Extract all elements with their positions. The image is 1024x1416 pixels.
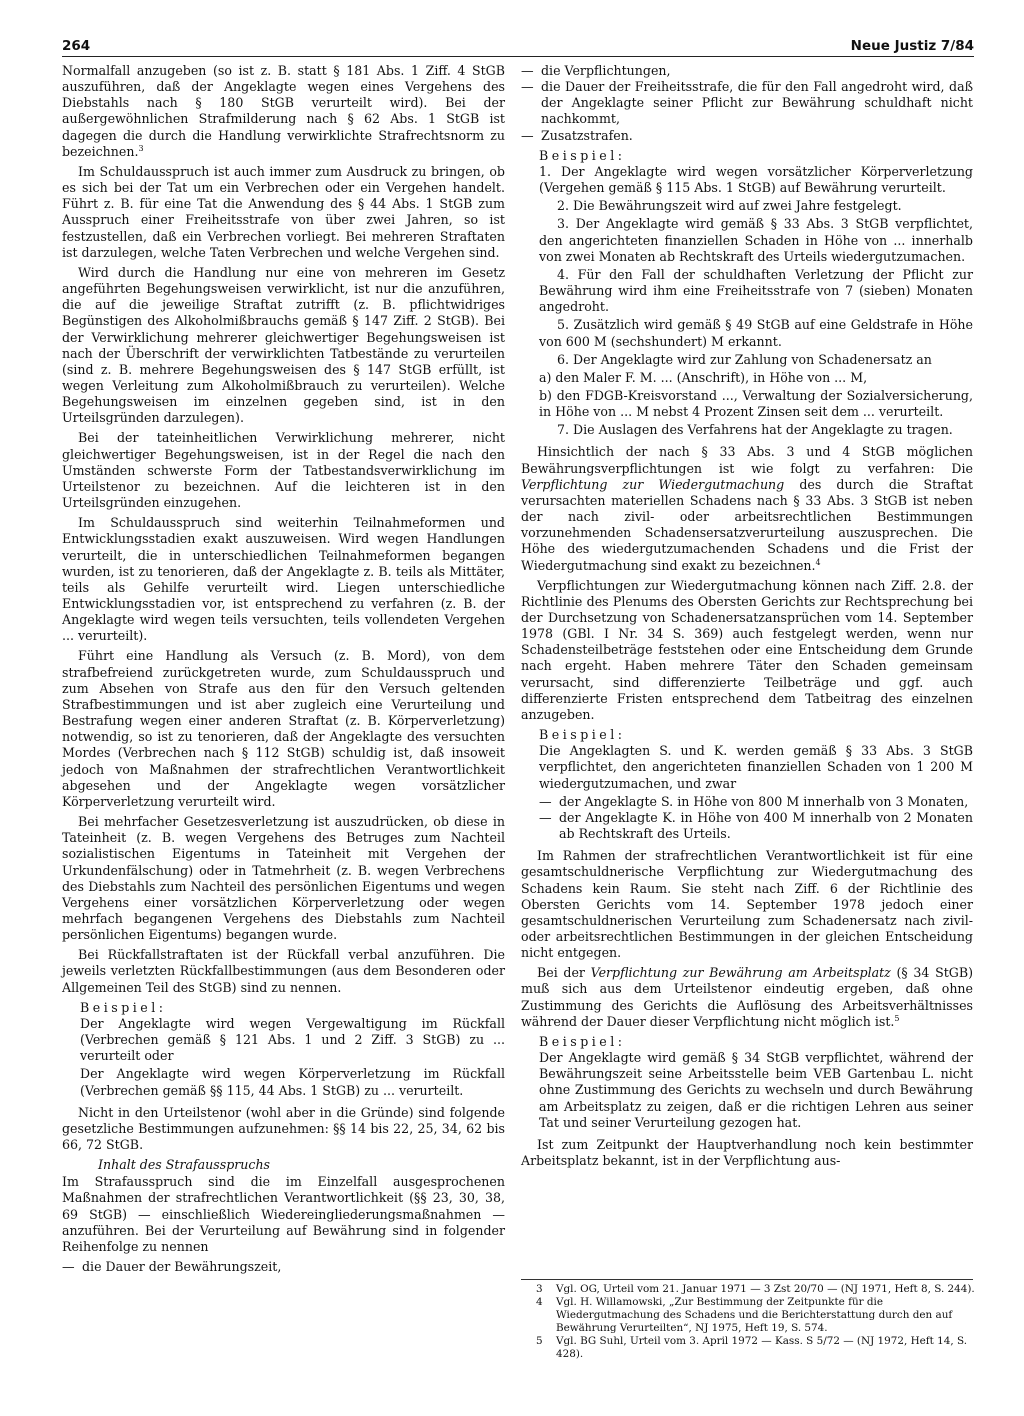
- example-item: 7. Die Auslagen des Verfahrens hat der Angeklagte zu tragen.: [557, 422, 953, 438]
- paragraph: Bei mehrfacher Gesetzesverletzung ist auszudrücken, ob diese in Tateinheit (z. B. wegen Vergehens des Betruges zum Nachteil sozialistischen Eigentums in Tateinheit mit Vergehen der Urkundenfälschung) oder in Tatmehrheit (z. B. wegen Verbrechens des Diebstahls zum Nachteil des persönlichen Eigentums und wegen Vergehens einer vorsätzlichen Körperverletzung oder wegen mehrfach begangenen Vergehens des Diebstahls zum Nachteil persönlichen Eigentums) begangen wurde.: [62, 814, 505, 943]
- footnotes: [536, 1283, 976, 1361]
- footnote-ref: 5: [894, 1013, 900, 1023]
- example-block: [539, 148, 973, 439]
- example-label: Beispiel:: [80, 999, 167, 1015]
- example-item: 4. Für den Fall der schuldhaften Verletzung der Pflicht zur Bewährung wird ihm eine Freiheitsstrafe von 7 (sieben) Monaten angedroht.: [539, 266, 973, 315]
- footnote: 5 Vgl. BG Suhl, Urteil vom 3. April 1972 — Kass. S 5/72 — (NJ 1972, Heft 14, S. 428).: [536, 1335, 968, 1360]
- section-heading: Inhalt des Strafausspruchs: [98, 1157, 271, 1173]
- dash-item: — die Dauer der Bewährungszeit,: [62, 1259, 282, 1275]
- example-block: [80, 1000, 505, 1099]
- dash-item: — der Angeklagte K. in Höhe von 400 M innerhalb von 2 Monaten ab Rechtskraft des Urteils.: [539, 809, 973, 842]
- dash-item: — die Dauer der Freiheitsstrafe, die für den Fall angedroht wird, daß der Angeklagte seiner Pflicht zur Bewährung schuldhaft nicht nachkommt,: [521, 79, 973, 127]
- dash-item: — der Angeklagte S. in Höhe von 800 M innerhalb von 3 Monaten,: [539, 793, 969, 809]
- example-text: Der Angeklagte wird gemäß § 34 StGB verpflichtet, während der Bewährungszeit seine Arbeitsstelle beim VEB Gartenbau L. nicht ohne Zustimmung des Gerichts zu wechseln und durch Bewährung am Arbeitsplatz zu zeigen, daß er die richtigen Lehren aus seiner Tat und seiner Verurteilung gezogen hat.: [539, 1050, 973, 1130]
- paragraph: Hinsichtlich der nach § 33 Abs. 3 und 4 StGB möglichen Bewährungsverpflichtungen ist wie folgt zu verfahren: Die Verpflichtung zur Wiedergutmachung des durch die Straftat verursachten materiellen Schadens nach § 33 Abs. 3 StGB ist neben der nach zivil- oder arbeitsrechtlichen Bestimmungen vorzunehmenden Schadensersatzverurteilung auszusprechen. Die Höhe des wiedergutzumachenden Schadens und die Frist der Wiedergutmachung sind exakt zu bezeichnen.$^4$: [521, 444, 973, 573]
- example-label: Beispiel:: [539, 727, 626, 743]
- example-item: 2. Die Bewährungszeit wird auf zwei Jahre festgelegt.: [557, 198, 902, 214]
- footnote-divider: [521, 1279, 973, 1280]
- paragraph: Im Rahmen der strafrechtlichen Verantwortlichkeit ist für eine gesamtschuldnerische Verpflichtung zur Wiedergutmachung des Schadens kein Raum. Sie steht nach Ziff. 6 der Richtlinie des Obersten Gerichts vom 14. September 1978 jedoch einer gesamtschuldnerischen Verurteilung zum Schadenersatz nach zivil- oder arbeitsrechtlichen Bestimmungen in der gleichen Entscheidung nicht entgegen.: [521, 848, 973, 961]
- page-number: 264: [62, 38, 91, 54]
- paragraph: Im Schuldausspruch sind weiterhin Teilnahmeformen und Entwicklungsstadien exakt auszuweisen. Wird wegen Handlungen verurteilt, die in unterschiedlichen Teilnahmeformen begangen wurden, ist zu tenorieren, daß der Angeklagte z. B. teils als Mittäter, teils als Gehilfe verurteilt wird. Liegen unterschiedliche Entwicklungsstadien vor, ist entsprechend zu verfahren (z. B. der Angeklagte wird wegen teils versuchten, teils vollendeten Vergehen ... verurteilt).: [62, 515, 505, 644]
- paragraph: Bei Rückfallstraftaten ist der Rückfall verbal anzuführen. Die jeweils verletzten Rückfallbestimmungen (aus dem Besonderen oder Allgemeinen Teil des StGB) sind zu nennen.: [62, 947, 505, 995]
- footnote-ref: 3: [138, 143, 144, 153]
- example-item: 6. Der Angeklagte wird zur Zahlung von Schadenersatz an: [557, 351, 932, 367]
- example-label: Beispiel:: [539, 1033, 626, 1049]
- example-text: Die Angeklagten S. und K. werden gemäß § 33 Abs. 3 StGB verpflichtet, den angerichteten finanziellen Schaden von 1 200 M wiedergutzumachen, und zwar: [539, 743, 973, 791]
- right-column: [521, 63, 973, 1173]
- example-label: Beispiel:: [539, 147, 626, 163]
- paragraph: Normalfall anzugeben (so ist z. B. statt § 181 Abs. 1 Ziff. 4 StGB auszuführen, daß der Angeklagte wegen eines Vergehens des Diebstahls nach § 180 StGB verurteilt wird). Bei der außergewöhnlichen Strafmilderung nach § 62 Abs. 1 StGB ist dagegen die durch die Handlung verwirklichte Strafrechtsnorm zu bezeichnen.$^3$: [62, 63, 505, 159]
- example-text: Der Angeklagte wird wegen Vergewaltigung im Rückfall (Verbrechen gemäß § 121 Abs. 1 und 2 Ziff. 3 StGB) zu ... verurteilt oder: [80, 1015, 505, 1064]
- journal-issue: Neue Justiz 7/84: [850, 38, 974, 54]
- footnote: 3 Vgl. OG, Urteil vom 21. Januar 1971 — 3 Zst 20/70 — (NJ 1971, Heft 8, S. 244).: [536, 1283, 975, 1295]
- example-block: [539, 1034, 973, 1131]
- paragraph: Wird durch die Handlung nur eine von mehreren im Gesetz angeführten Begehungsweisen verwirklicht, ist nur die anzuführen, die auf die jeweilige Straftat zutrifft (z. B. pflichtwidriges Begünstigen des Alkoholmißbrauchs gemäß § 147 Ziff. 2 StGB). Bei der Verwirklichung mehrerer gleichwertiger Begehungsweisen ist nach der Überschrift der verwirklichten Tatbestände zu verurteilen (sind z. B. mehrere Begehungsweisen des § 147 StGB erfüllt, ist wegen Verleitung zum Alkoholmißbrauch zu verurteilen). Welche Begehungsweisen im einzelnen gegeben sind, ist in den Urteilsgründen darzulegen).: [62, 264, 505, 426]
- paragraph: Bei der Verpflichtung zur Bewährung am Arbeitsplatz (§ 34 StGB) muß sich aus dem Urteilstenor eindeutig ergeben, daß ohne Zustimmung des Gerichts die Auflösung des Arbeitsverhältnisses während der Dauer dieser Verpflichtung nicht möglich ist.$^5$: [521, 965, 973, 1029]
- paragraph: Bei der tateinheitlichen Verwirklichung mehrerer, nicht gleichwertiger Begehungsweisen, ist in der Regel die nach den Umständen schwerste Form der Tatbestandsverwirklichung im Urteilstenor zu bezeichnen. Auf die leichteren ist in den Urteilsgründen einzugehen.: [62, 430, 505, 511]
- paragraph: Führt eine Handlung als Versuch (z. B. Mord), von dem strafbefreiend zurückgetreten wurde, zum Schuldausspruch und zum Absehen von Strafe aus den für den Versuch geltenden Strafbestimmungen und ist aber zugleich eine Verurteilung und Bestrafung wegen einer anderen Straftat (z. B. Körperverletzung) notwendig, so ist zu tenorieren, daß der Angeklagte des versuchten Mordes (Verbrechen nach § 112 StGB) schuldig ist, daß insoweit jedoch von Maßnahmen der strafrechtlichen Verantwortlichkeit abgesehen und der Angeklagte wegen vorsätzlicher Körperverletzung verurteilt wird.: [62, 648, 505, 809]
- example-block: [539, 727, 973, 842]
- example-subitem: a) den Maler F. M. ... (Anschrift), in Höhe von ... M,: [539, 369, 868, 385]
- footnote-ref: 4: [815, 557, 821, 567]
- example-item: 1. Der Angeklagte wird wegen vorsätzlicher Körperverletzung (Vergehen gemäß § 115 Abs. 1 StGB) auf Bewährung verurteilt.: [539, 163, 973, 196]
- example-subitem: b) den FDGB-Kreisvorstand ..., Verwaltung der Sozialversicherung, in Höhe von ... M nebst 4 Prozent Zinsen seit dem ... verurteilt.: [539, 387, 973, 420]
- example-item: 5. Zusätzlich wird gemäß § 49 StGB auf eine Geldstrafe in Höhe von 600 M (sechshundert) M erkannt.: [539, 317, 973, 349]
- example-text: Der Angeklagte wird wegen Körperverletzung im Rückfall (Verbrechen gemäß §§ 115, 44 Abs. 1 StGB) zu ... verurteilt.: [80, 1066, 505, 1098]
- paragraph: Im Strafausspruch sind die im Einzelfall ausgesprochenen Maßnahmen der strafrechtlichen Verantwortlichkeit (§§ 23, 30, 38, 69 StGB) — einschließlich Wiedereingliederungsmaßnahmen — anzuführen. Bei der Verurteilung auf Bewährung sind in folgender Reihenfolge zu nennen: [62, 1174, 505, 1254]
- dash-item: — die Verpflichtungen,: [521, 63, 671, 78]
- page-header: [62, 34, 974, 57]
- paragraph: Nicht in den Urteilstenor (wohl aber in die Gründe) sind folgende gesetzliche Bestimmungen aufzunehmen: §§ 14 bis 22, 25, 34, 62 bis 66, 72 StGB.: [62, 1104, 505, 1152]
- footnote: 4 Vgl. H. Willamowski, „Zur Bestimmung der Zeitpunkte für die Wiedergutmachung des Schadens und die Berichterstattung durch den auf Bewährung Verurteilten“, NJ 1975, Heft 19, S. 574.: [536, 1296, 953, 1334]
- paragraph: Verpflichtungen zur Wiedergutmachung können nach Ziff. 2.8. der Richtlinie des Plenums des Obersten Gerichts zur Rechtsprechung bei der Durchsetzung von Schadenersatzansprüchen vom 14. September 1978 (GBl. I Nr. 34 S. 369) auch festgelegt werden, wenn nur Schadensteilbeträge feststehen oder eine Entscheidung dem Grunde nach ergeht. Haben mehrere Täter den Schaden gemeinsam verursacht, sind differenzierte Teilbeträge und ggf. auch differenzierte Fristen entsprechend dem Tatbeitrag des einzelnen anzugeben.: [521, 577, 973, 722]
- dash-item: — Zusatzstrafen.: [521, 127, 633, 143]
- left-column: [62, 63, 505, 1275]
- paragraph: Im Schuldausspruch ist auch immer zum Ausdruck zu bringen, ob es sich bei der Tat um ein Verbrechen oder ein Vergehen handelt. Führt z. B. für eine Tat die Anwendung des § 44 Abs. 1 StGB zum Ausspruch einer Freiheitsstrafe von über zwei Jahren, so ist festzustellen, daß ein Verbrechen vorliegt. Bei mehreren Straftaten ist darzulegen, welche Taten Verbrechen und welche Vergehen sind.: [62, 163, 505, 260]
- paragraph: Ist zum Zeitpunkt der Hauptverhandlung noch kein bestimmter Arbeitsplatz bekannt, ist in der Verpflichtung aus-: [521, 1136, 973, 1168]
- example-item: 3. Der Angeklagte wird gemäß § 33 Abs. 3 StGB verpflichtet, den angerichteten finanziellen Schaden in Höhe von ... innerhalb von zwei Monaten ab Rechtskraft des Urteils wiedergutzumachen.: [539, 216, 973, 264]
